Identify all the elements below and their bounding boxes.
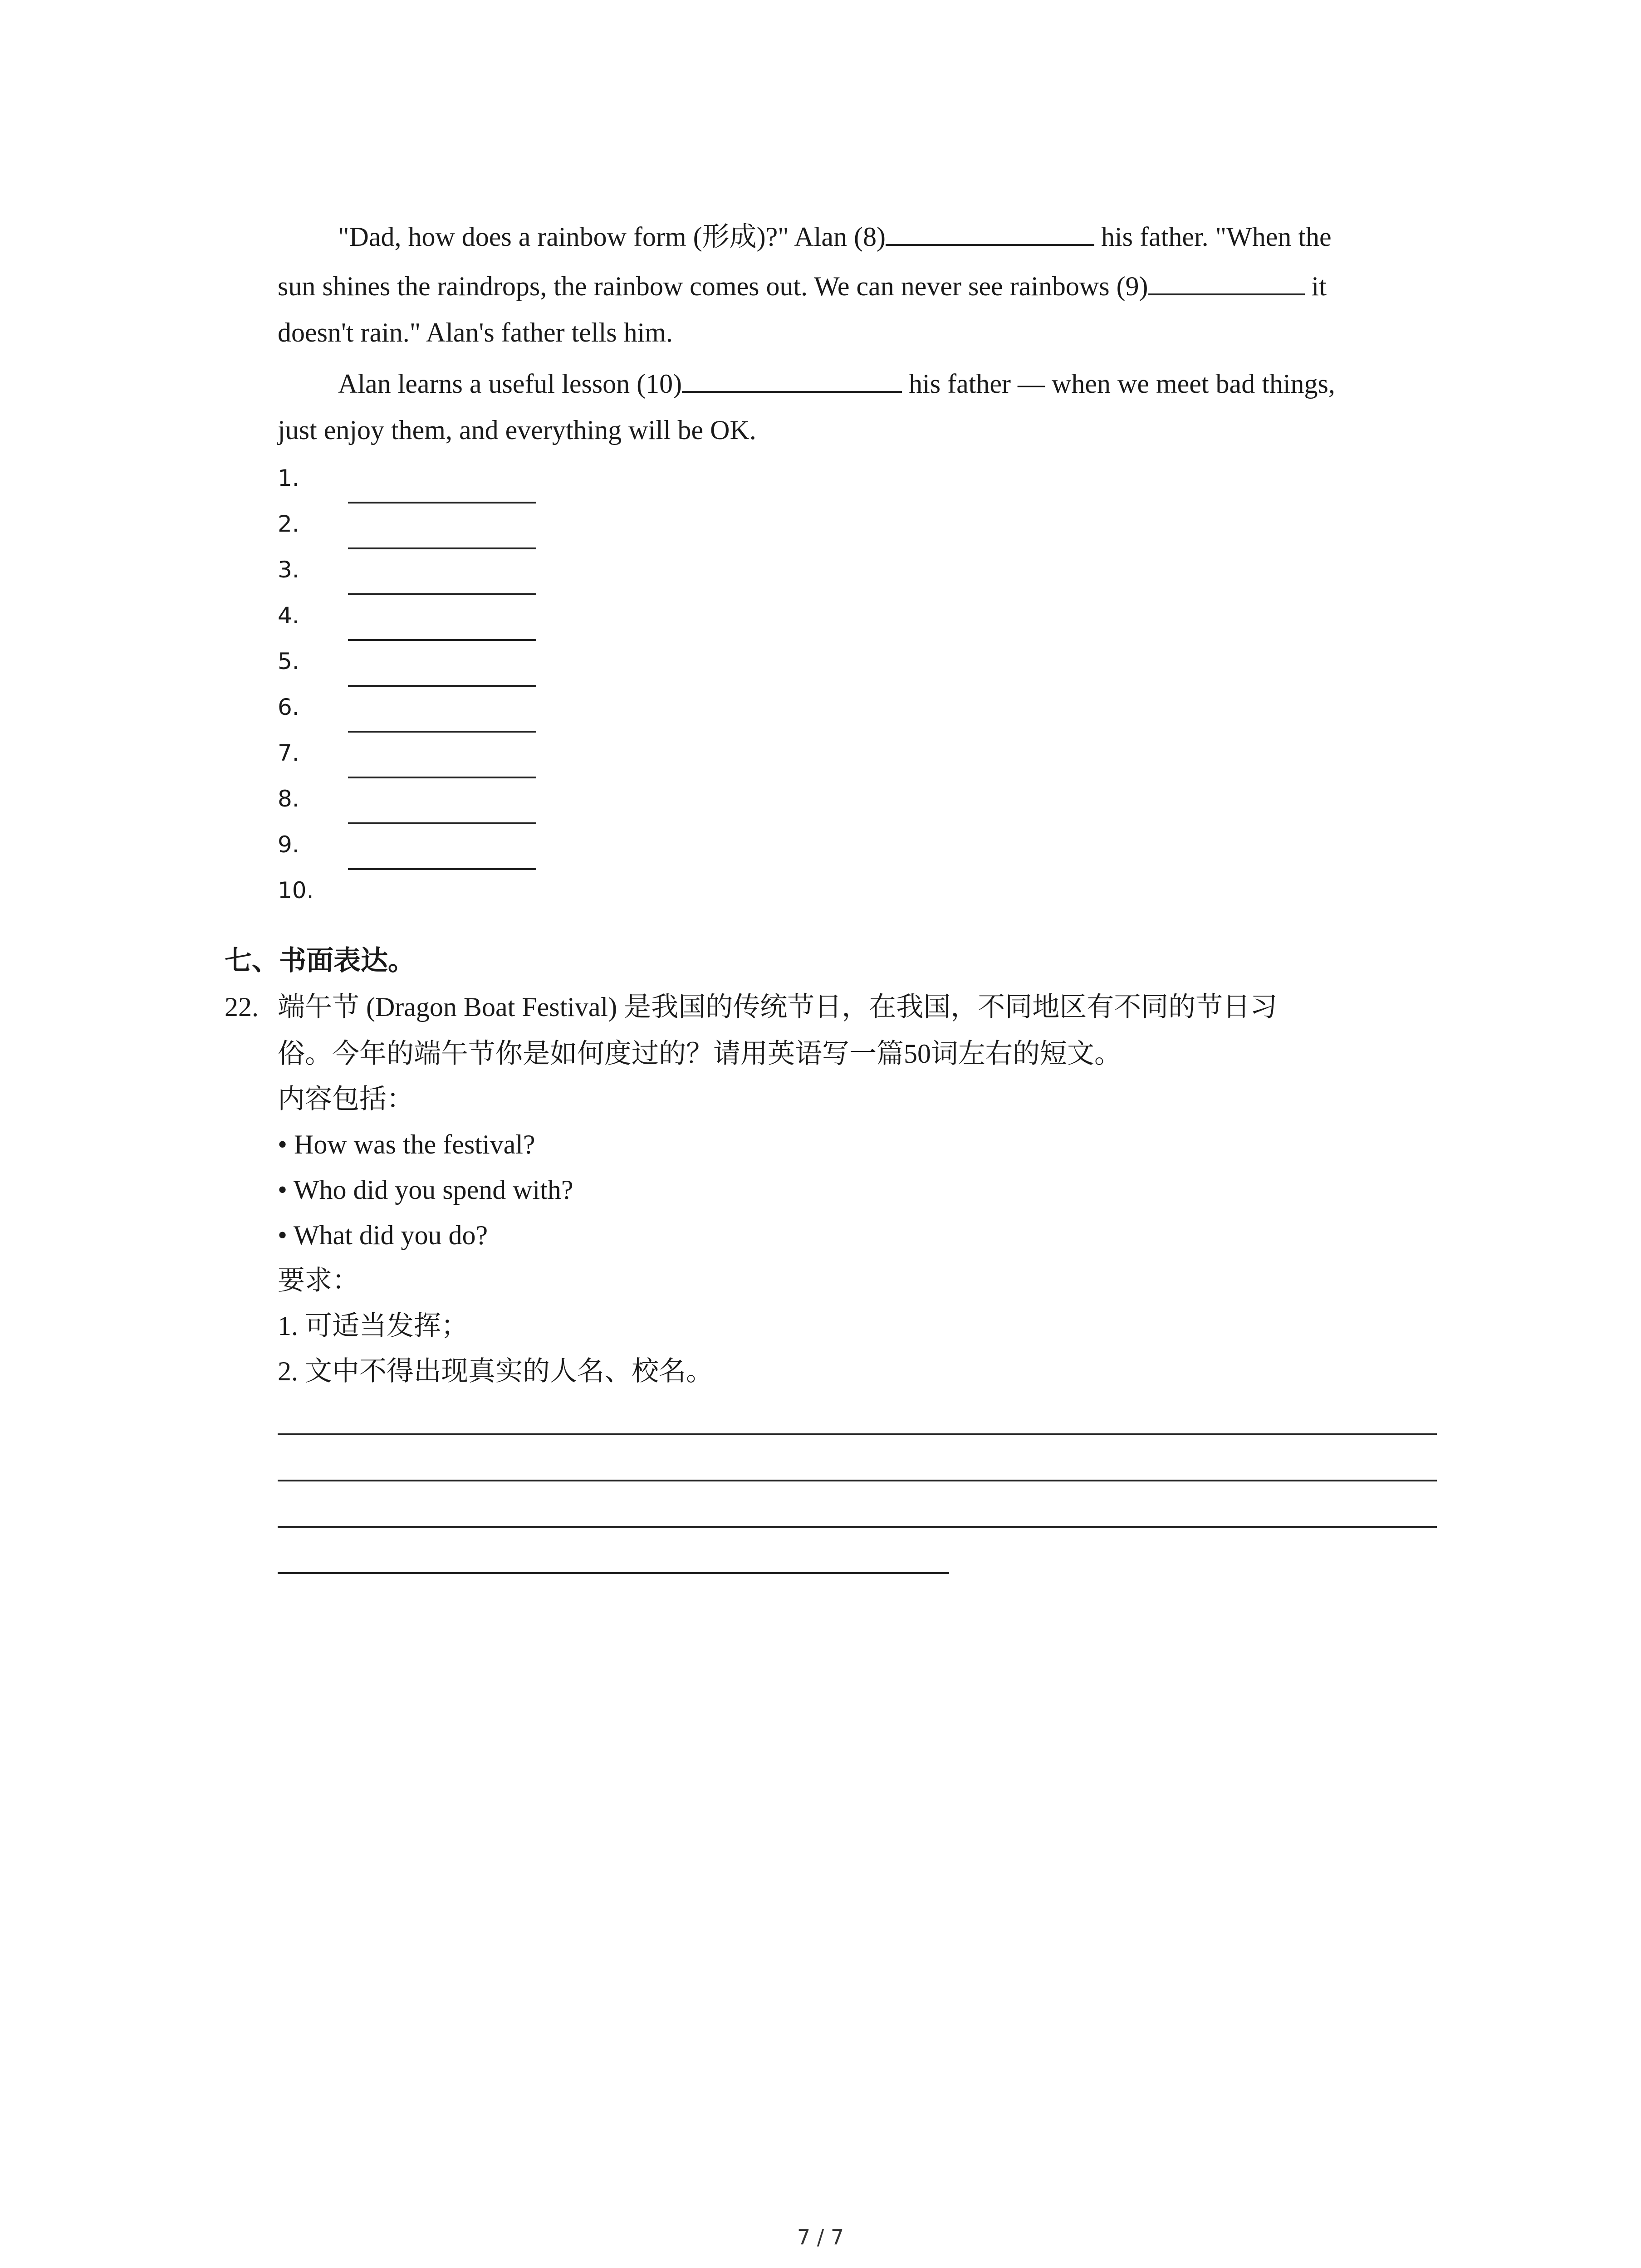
answer-number: 6. — [278, 694, 299, 720]
requirements-label: 要求： — [278, 1266, 359, 1295]
answer-line[interactable] — [348, 639, 536, 641]
blank-9[interactable] — [1148, 271, 1305, 295]
answer-number: 3. — [278, 557, 299, 583]
answer-number: 5. — [278, 648, 299, 675]
answer-number: 10. — [278, 877, 314, 904]
bullet-item: • Who did you spend with? — [278, 1175, 573, 1205]
writing-line[interactable] — [278, 1480, 1437, 1481]
passage-line — [338, 368, 1335, 399]
section-heading: 七、书面表达。 — [225, 945, 415, 977]
passage-text: his father. "When the — [1094, 222, 1332, 252]
passage-line — [278, 271, 1327, 301]
answer-number: 2. — [278, 511, 299, 537]
blank-10[interactable] — [682, 368, 902, 393]
answer-number: 9. — [278, 831, 299, 858]
content-label: 内容包括： — [278, 1084, 414, 1114]
bullet-item: • How was the festival? — [278, 1129, 535, 1159]
answer-line[interactable] — [348, 502, 536, 503]
passage-text: it — [1304, 271, 1327, 301]
writing-line[interactable] — [278, 1526, 1437, 1528]
answer-number: 1. — [278, 465, 299, 491]
answer-number: 7. — [278, 740, 299, 766]
passage-line — [338, 221, 1332, 252]
answer-line[interactable] — [348, 593, 536, 595]
bullet-item: • What did you do? — [278, 1220, 488, 1250]
requirement-item: 2. 文中不得出现真实的人名、校名。 — [278, 1356, 713, 1386]
question-line: 俗。今年的端午节你是如何度过的？请用英语写一篇50词左右的短文。 — [278, 1039, 1122, 1069]
writing-line[interactable] — [278, 1433, 1437, 1435]
requirement-item: 1. 可适当发挥； — [278, 1311, 468, 1341]
writing-line[interactable] — [278, 1572, 949, 1574]
passage-text: his father — when we meet bad things, — [902, 369, 1335, 399]
passage-line — [278, 318, 673, 347]
passage-text: sun shines the raindrops, the rainbow comes out. We can never see rainbows (9) — [278, 271, 1148, 301]
answer-line[interactable] — [348, 868, 536, 870]
answer-line[interactable] — [348, 731, 536, 733]
passage-text: "Dad, how does a rainbow form (形成)?" Alan (8) — [338, 222, 886, 252]
answer-line[interactable] — [348, 777, 536, 778]
answer-number: 8. — [278, 786, 299, 812]
page-number: 7 / 7 — [797, 2225, 844, 2249]
answer-line[interactable] — [348, 822, 536, 824]
passage-line — [278, 415, 756, 445]
question-number: 22. — [225, 992, 259, 1022]
answer-line[interactable] — [348, 685, 536, 687]
passage-text: doesn't rain." Alan's father tells him. — [278, 318, 673, 347]
passage-text: just enjoy them, and everything will be OK. — [278, 415, 756, 445]
question-line: 端午节 (Dragon Boat Festival) 是我国的传统节日，在我国，不同地区有不同的节日习 — [278, 992, 1278, 1022]
blank-8[interactable] — [886, 221, 1094, 246]
answer-number: 4. — [278, 602, 299, 629]
answer-line[interactable] — [348, 547, 536, 549]
passage-text: Alan learns a useful lesson (10) — [338, 369, 682, 399]
